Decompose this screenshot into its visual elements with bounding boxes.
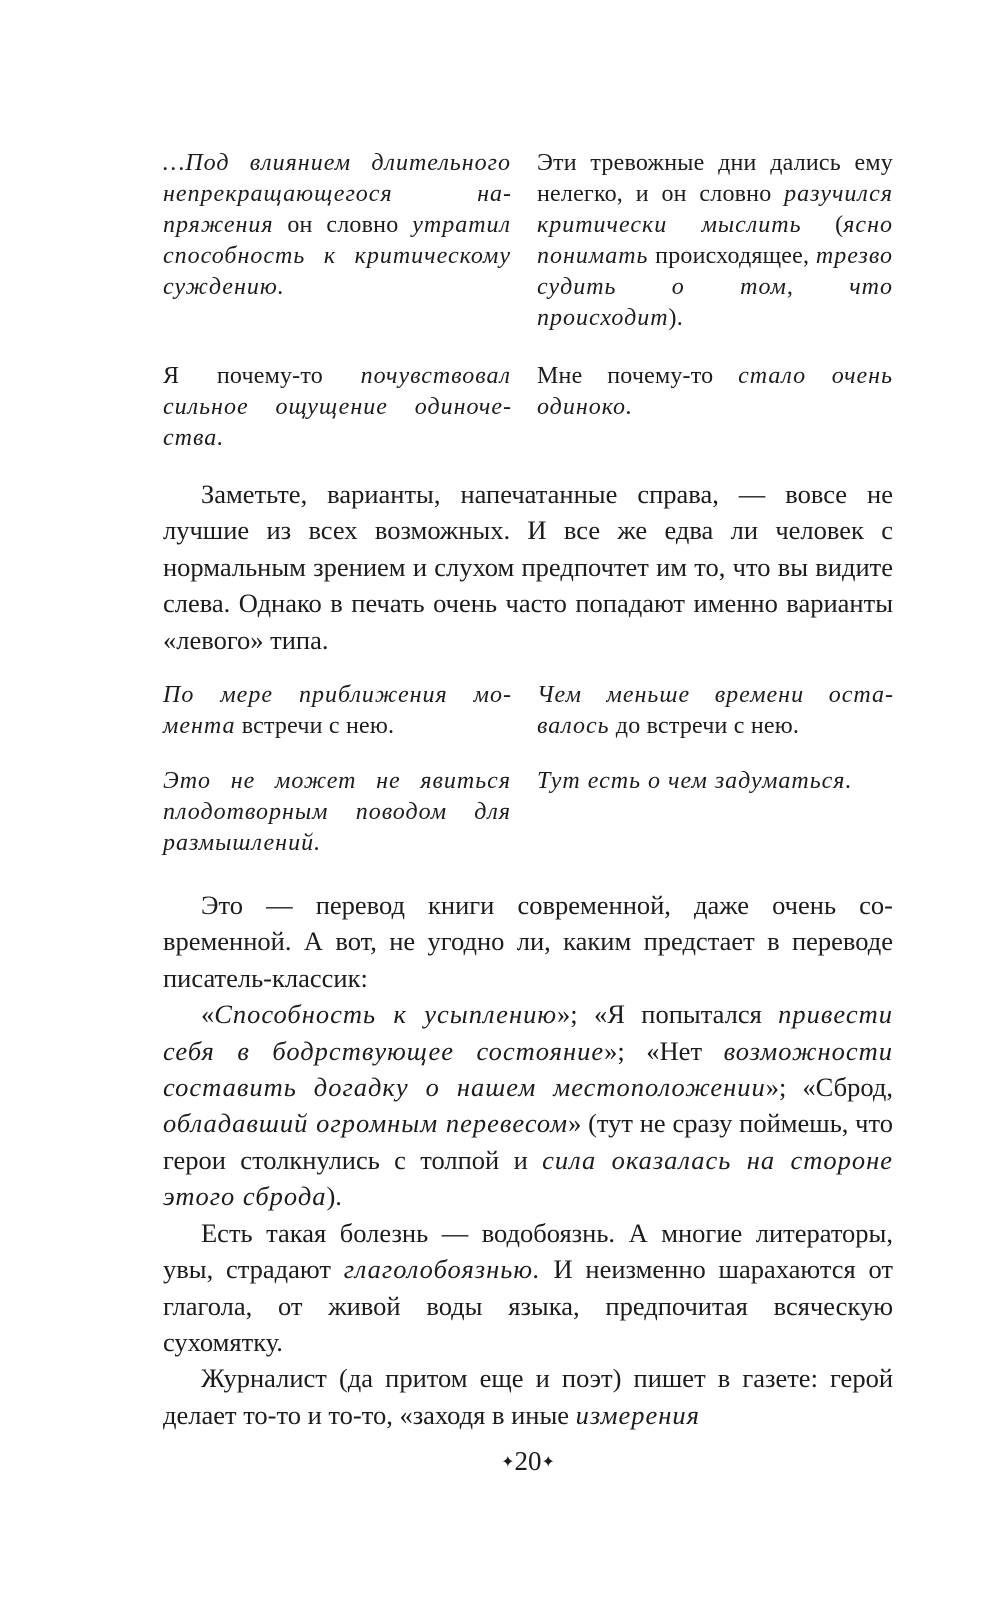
body-paragraph: Это — перевод книги современной, даже очень современной. А вот, не угодно ли, каким предстает в переводе писатель-классик: [163,890,893,993]
italic-text: …Под влиянием длительного непрекращающегося напряжения [163,150,511,238]
italic-text: утратил способность к критическому суждению. [163,212,511,300]
text-run: »; «Я попытался [557,999,779,1030]
text-run: он словно [273,212,413,238]
body-paragraph [163,1360,893,1433]
example-left [163,680,511,742]
star-ornament-icon: ✦ [501,1454,515,1471]
text-run: Мне почему-то [537,363,739,389]
italic-text: По мере приближения момента [163,682,511,740]
text-run: »; «Нет [604,1035,724,1066]
example-pair [163,148,893,334]
example-left [163,361,511,454]
text-run: происходящее, [648,243,816,269]
text-run: Есть такая болезнь — водобоязнь. А многие литераторы, увы, страдают [163,1217,893,1285]
italic-text: возможности составить догадку о нашем местоположении [163,1035,894,1103]
body-paragraph [163,1215,893,1361]
text-run: ). [326,1181,342,1212]
text-run: И неизменно шарахаются от глагола, от живой воды языка, предпочитая всяческую сухомятку. [163,1254,893,1357]
italic-text: ясно понимать [537,212,893,269]
text-run: »; «Сброд, [765,1072,893,1103]
text-run: до встречи с нею. [609,713,800,740]
examples-block-1 [163,148,893,454]
text-run: Журналист (да притом еще и поэт) пишет в газете: герой делает то-то и то-то, «заходя в иные [163,1363,893,1430]
star-ornament-icon: ✦ [541,1454,555,1471]
italic-text: глаголобоязнью. [343,1254,541,1285]
text-run: ( [801,212,844,238]
italic-text: Тут есть о чем задуматься. [537,768,853,795]
italic-text: почувствовал сильное ощущение одиночества. [163,363,511,451]
italic-text: измерения [575,1399,700,1430]
text-run: « [201,999,215,1030]
text-run: » (тут не сразу поймешь, что герои столкнулись с толпой и [163,1108,893,1175]
body-paragraph [163,996,893,1214]
example-left [163,766,511,859]
italic-text: обладавший огромным перевесом [163,1108,569,1139]
italic-text: Способность к усыплению [214,999,558,1030]
example-right [537,680,893,742]
body-paragraph: Заметьте, варианты, напечатанные справа, — вовсе не лучшие из всех возможных. И все же едва ли человек с нормальным зрением и слухом предпочтет им то, что вы видите слева. Однако в печать очень часто попадают именно варианты «левого» типа. [163,479,893,655]
example-right [537,361,893,454]
page-body [163,148,893,1433]
italic-text: стало очень одиноко. [537,363,894,420]
page-number-text: 20 [514,1446,542,1476]
text-run: Я почему-то [163,363,361,389]
examples-block-2 [163,680,893,859]
text-run: встречи с нею. [235,713,395,740]
italic-text: трезво судить о том, что происходит [537,243,893,331]
italic-text: сила оказалась на стороне этого сброда [163,1144,894,1212]
example-left [163,148,511,334]
example-right [537,766,893,859]
text-run: ). [668,305,683,331]
example-pair [163,766,893,859]
example-pair [163,361,893,454]
text-run: Эти тревожные дни дались ему нелегко, и он словно [537,150,893,207]
example-right [537,148,893,334]
italic-text: разучился критически мыслить [537,181,893,238]
italic-text: Чем меньше времени оставалось [537,682,893,740]
example-pair [163,680,893,742]
italic-text: Это не может не явиться плодотворным поводом для размышлений. [163,768,511,857]
italic-text: привести себя в бодрствующее состояние [163,999,893,1066]
page-number [0,1446,1000,1477]
